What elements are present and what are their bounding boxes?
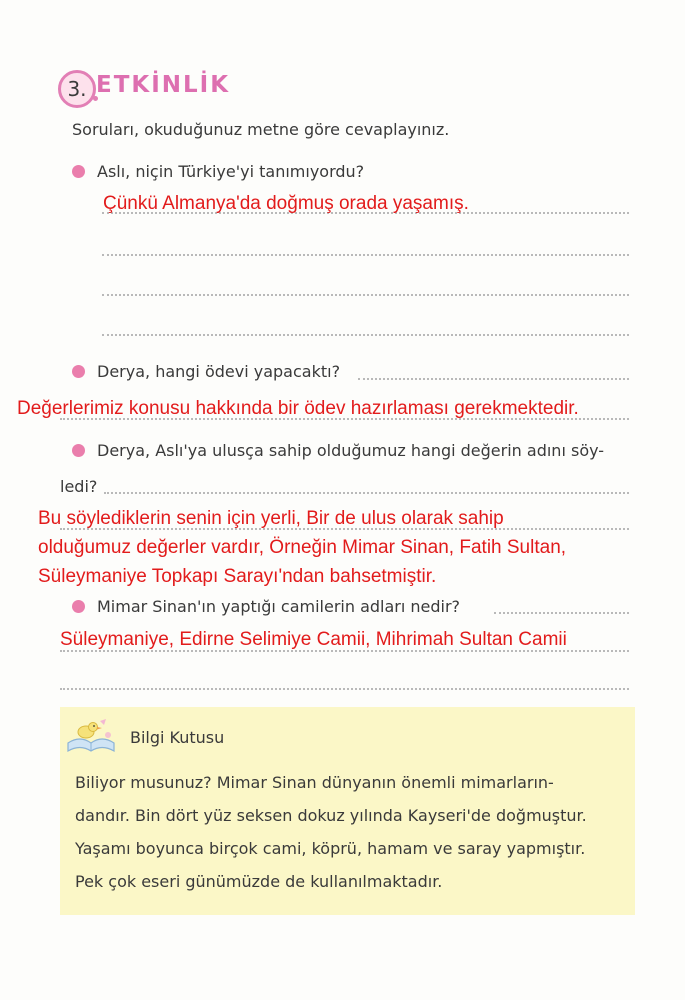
- info-line-1: Biliyor musunuz? Mimar Sinan dünyanın önemli mimarların-: [75, 773, 554, 792]
- answer-3-line-3: Süleymaniye Topkapı Sarayı'ndan bahsetmiştir.: [38, 566, 437, 587]
- bullet-icon: [72, 444, 85, 457]
- question-4-text: Mimar Sinan'ın yaptığı camilerin adları nedir?: [97, 597, 461, 616]
- question-2-text: Derya, hangi ödevi yapacaktı?: [97, 362, 341, 381]
- question-1-text: Aslı, niçin Türkiye'yi tanımıyordu?: [97, 162, 365, 181]
- answer-3-line-1: Bu söylediklerin senin için yerli, Bir de ulus olarak sahip: [38, 508, 504, 529]
- activity-number-badge: 3.: [58, 70, 96, 108]
- info-line-2: dandır. Bin dört yüz seksen dokuz yılında Kayseri'de doğmuştur.: [75, 806, 587, 825]
- info-box-title: Bilgi Kutusu: [130, 728, 225, 747]
- bullet-icon: [72, 165, 85, 178]
- answer-1-line-1: Çünkü Almanya'da doğmuş orada yaşamış.: [103, 193, 469, 214]
- instruction-text: Soruları, okuduğunuz metne göre cevaplayınız.: [72, 120, 450, 139]
- answer-line[interactable]: [102, 334, 629, 336]
- question-3-text-line-2: ledi?: [60, 477, 98, 496]
- question-3-text-line-1: Derya, Aslı'ya ulusça sahip olduğumuz hangi değerin adını söy-: [97, 441, 605, 460]
- answer-line[interactable]: [102, 294, 629, 296]
- bullet-icon: [72, 600, 85, 613]
- answer-line[interactable]: [60, 688, 629, 690]
- book-with-bird-icon: [64, 717, 118, 755]
- answer-line[interactable]: [102, 254, 629, 256]
- answer-line[interactable]: [104, 492, 629, 494]
- activity-title: ETKİNLİK: [96, 72, 231, 98]
- question-4: [72, 597, 460, 616]
- question-1: [72, 162, 364, 181]
- info-line-4: Pek çok eseri günümüzde de kullanılmaktadır.: [75, 872, 443, 891]
- answer-3-line-2: olduğumuz değerler vardır, Örneğin Mimar Sinan, Fatih Sultan,: [38, 537, 567, 558]
- question-2: [72, 362, 340, 381]
- answer-4-line-1: Süleymaniye, Edirne Selimiye Camii, Mihrimah Sultan Camii: [60, 629, 567, 650]
- question-3: [72, 441, 604, 460]
- answer-line[interactable]: [358, 378, 629, 380]
- info-line-3: Yaşamı boyunca birçok cami, köprü, hamam ve saray yapmıştır.: [75, 839, 586, 858]
- bullet-icon: [72, 365, 85, 378]
- answer-line[interactable]: [494, 612, 629, 614]
- answer-2-line-1: Değerlerimiz konusu hakkında bir ödev hazırlaması gerekmektedir.: [17, 398, 579, 419]
